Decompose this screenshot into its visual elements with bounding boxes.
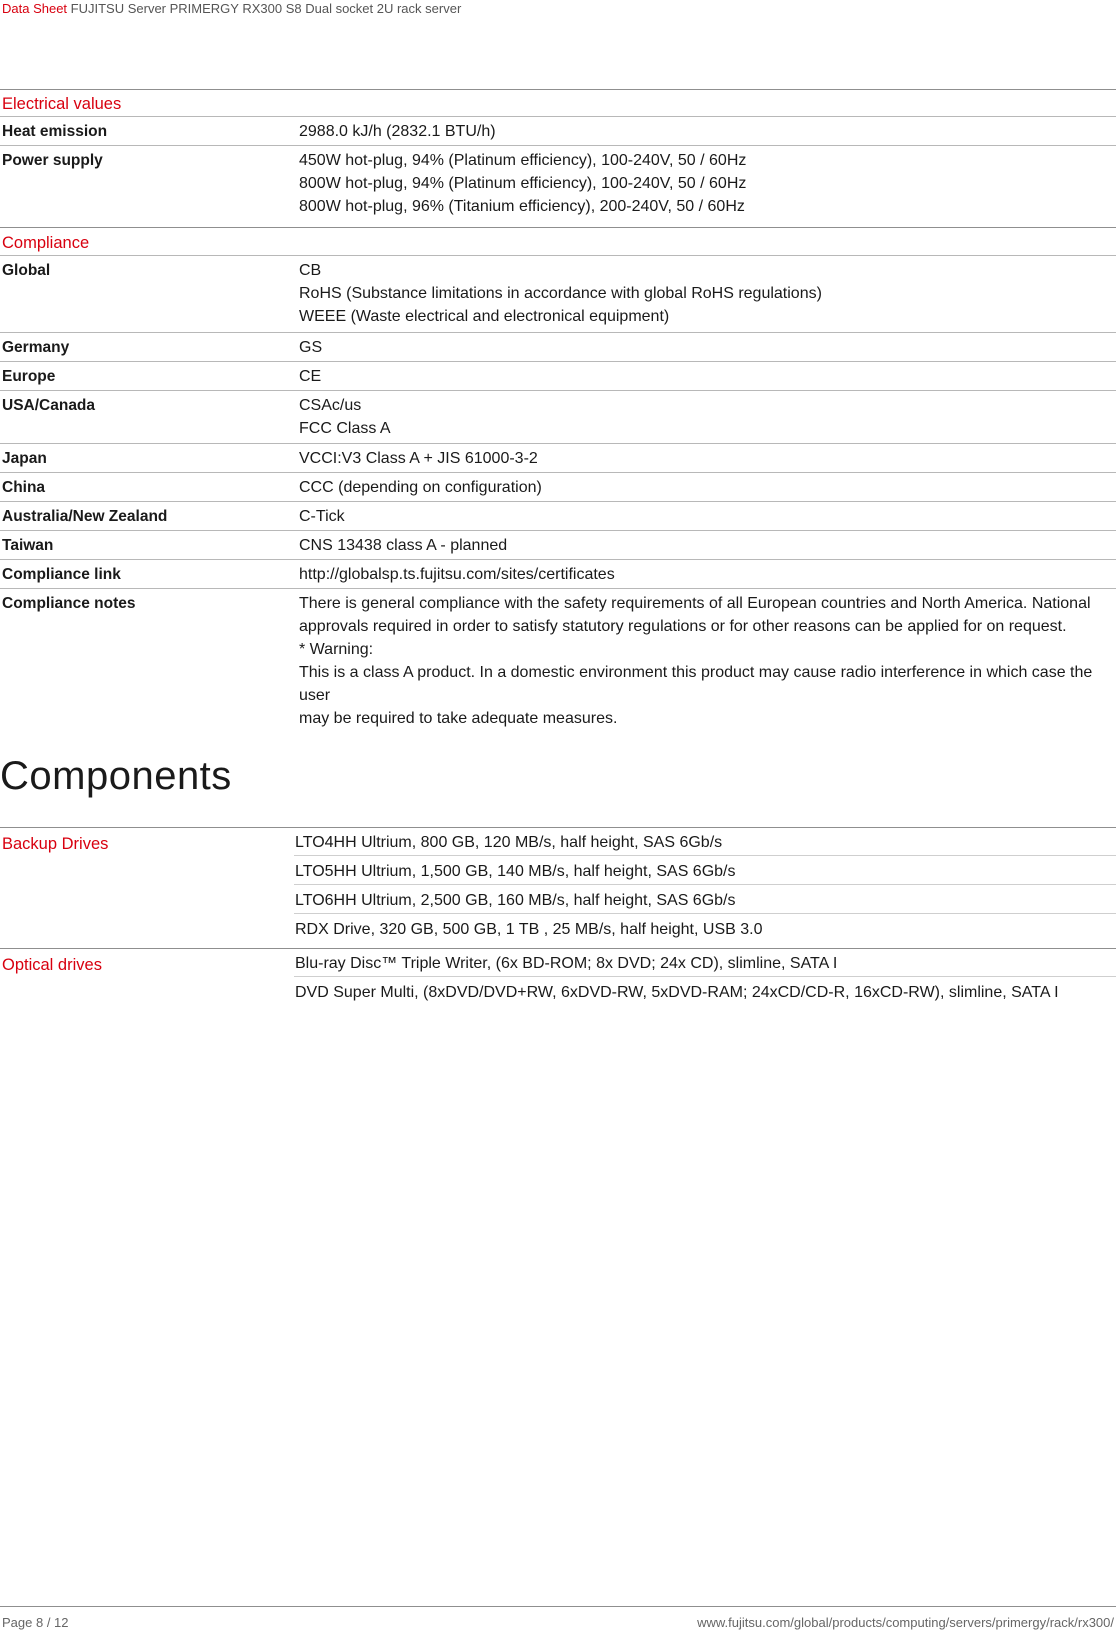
compliance-row xyxy=(0,560,1116,588)
list-item: RDX Drive, 320 GB, 500 GB, 1 TB , 25 MB/s, half height, USB 3.0 xyxy=(294,913,1116,942)
compliance-label: Global xyxy=(2,262,51,279)
list-item: LTO5HH Ultrium, 1,500 GB, 140 MB/s, half height, SAS 6Gb/s xyxy=(294,855,1116,884)
list-item: Blu-ray Disc™ Triple Writer, (6x BD-ROM; 8x DVD; 24x CD), slimline, SATA I xyxy=(295,955,838,972)
footer-url[interactable]: www.fujitsu.com/global/products/computing/servers/primergy/rack/rx300/ xyxy=(697,1615,1114,1630)
compliance-label: Compliance notes xyxy=(2,595,136,612)
backup-drives-group xyxy=(0,827,1116,938)
optical-drives-list xyxy=(294,948,1116,1005)
value-line: There is general compliance with the safety requirements of all European countries and North America. National xyxy=(299,595,1091,612)
compliance-label: USA/Canada xyxy=(2,397,96,414)
value-line: This is a class A product. In a domestic environment this product may cause radio interference in which case the user xyxy=(299,664,1093,704)
value-line: FCC Class A xyxy=(299,420,391,437)
value-line: CSAc/us xyxy=(299,397,362,414)
power-row xyxy=(0,146,1116,225)
compliance-label: Compliance link xyxy=(2,566,121,583)
optical-drives-group xyxy=(0,948,1116,1001)
heat-value: 2988.0 kJ/h (2832.1 BTU/h) xyxy=(299,123,496,140)
compliance-row xyxy=(0,391,1116,443)
heat-row xyxy=(0,117,1116,145)
power-label: Power supply xyxy=(2,152,103,169)
list-item: LTO4HH Ultrium, 800 GB, 120 MB/s, half height, SAS 6Gb/s xyxy=(295,834,723,851)
compliance-link[interactable]: http://globalsp.ts.fujitsu.com/sites/certificates xyxy=(299,566,615,583)
heat-label: Heat emission xyxy=(2,123,108,140)
value-line: RoHS (Substance limitations in accordance with global RoHS regulations) xyxy=(299,285,822,302)
value-line: CB xyxy=(299,262,322,279)
compliance-label: Australia/New Zealand xyxy=(2,508,168,525)
power-values xyxy=(299,149,1116,225)
footer-divider xyxy=(0,1606,1116,1607)
compliance-value: CNS 13438 class A - planned xyxy=(299,537,508,554)
compliance-row xyxy=(0,589,1116,727)
compliance-value: CCC (depending on configuration) xyxy=(299,479,542,496)
power-line: 450W hot-plug, 94% (Platinum efficiency), 100-240V, 50 / 60Hz xyxy=(299,152,747,169)
electrical-section xyxy=(0,89,1116,225)
compliance-row xyxy=(0,473,1116,501)
compliance-label: Japan xyxy=(2,450,47,467)
compliance-row xyxy=(0,531,1116,559)
compliance-value: CE xyxy=(299,368,322,385)
doc-type: Data Sheet xyxy=(2,1,68,16)
product-title: FUJITSU Server PRIMERGY RX300 S8 Dual socket 2U rack server xyxy=(70,1,462,16)
optical-drives-label: Optical drives xyxy=(2,956,102,974)
backup-drives-label: Backup Drives xyxy=(2,835,109,853)
compliance-value xyxy=(299,259,1116,332)
value-line: may be required to take adequate measures. xyxy=(299,710,618,727)
compliance-label: China xyxy=(2,479,46,496)
value-line: WEEE (Waste electrical and electronical equipment) xyxy=(299,308,670,325)
compliance-value: VCCI:V3 Class A + JIS 61000-3-2 xyxy=(299,450,538,467)
components-title: Components xyxy=(0,754,232,798)
power-line: 800W hot-plug, 96% (Titanium efficiency), 200-240V, 50 / 60Hz xyxy=(299,198,745,215)
compliance-notes xyxy=(299,592,1116,727)
compliance-row xyxy=(0,444,1116,472)
value-line: * Warning: xyxy=(299,641,374,658)
compliance-title: Compliance xyxy=(2,234,90,252)
compliance-label: Germany xyxy=(2,339,70,356)
compliance-label: Europe xyxy=(2,368,56,385)
power-line: 800W hot-plug, 94% (Platinum efficiency), 100-240V, 50 / 60Hz xyxy=(299,175,747,192)
compliance-value xyxy=(299,394,1116,443)
value-line: approvals required in order to satisfy statutory regulations or for other reasons can be applied for on request. xyxy=(299,618,1067,635)
compliance-row xyxy=(0,502,1116,530)
page-number: Page 8 / 12 xyxy=(2,1615,69,1630)
compliance-row xyxy=(0,256,1116,332)
compliance-row xyxy=(0,362,1116,390)
compliance-value: C-Tick xyxy=(299,508,345,525)
compliance-value: GS xyxy=(299,339,323,356)
compliance-row xyxy=(0,333,1116,361)
compliance-label: Taiwan xyxy=(2,537,54,554)
list-item: LTO6HH Ultrium, 2,500 GB, 160 MB/s, half height, SAS 6Gb/s xyxy=(294,884,1116,913)
list-item: DVD Super Multi, (8xDVD/DVD+RW, 6xDVD-RW, 5xDVD-RAM; 24xCD/CD-R, 16xCD-RW), slimline, SATA I xyxy=(294,976,1116,1005)
compliance-section xyxy=(0,227,1116,727)
electrical-title: Electrical values xyxy=(2,95,122,113)
backup-drives-list xyxy=(294,827,1116,942)
page-header xyxy=(2,0,461,17)
